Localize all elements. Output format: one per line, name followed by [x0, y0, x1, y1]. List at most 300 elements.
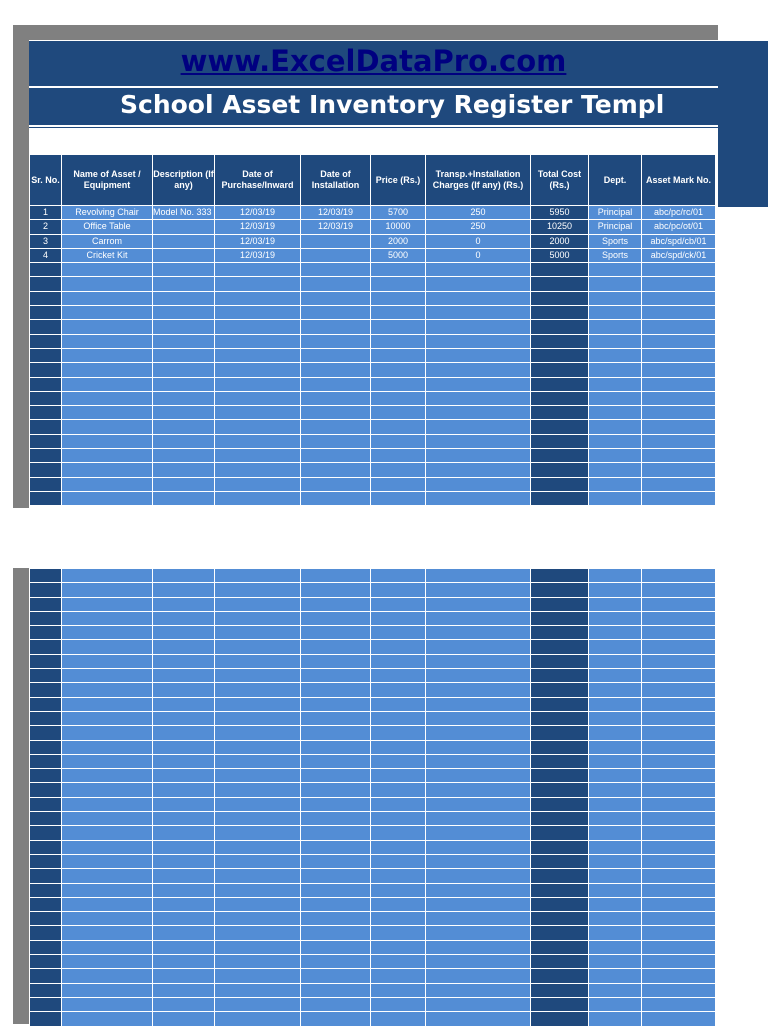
cell-dept[interactable]: [589, 363, 642, 377]
cell-installation-date[interactable]: [301, 955, 371, 969]
cell-total-cost[interactable]: [531, 926, 589, 940]
cell-transport-charges[interactable]: [426, 363, 531, 377]
cell-sr-no[interactable]: [30, 434, 62, 448]
cell-asset-mark[interactable]: [642, 812, 716, 826]
cell-dept[interactable]: [589, 654, 642, 668]
cell-asset-name[interactable]: [62, 883, 153, 897]
cell-installation-date[interactable]: [301, 812, 371, 826]
cell-description[interactable]: [153, 854, 215, 868]
cell-installation-date[interactable]: [301, 883, 371, 897]
cell-asset-name[interactable]: [62, 969, 153, 983]
cell-transport-charges[interactable]: [426, 626, 531, 640]
cell-dept[interactable]: [589, 854, 642, 868]
cell-description[interactable]: [153, 955, 215, 969]
cell-asset-name[interactable]: [62, 277, 153, 291]
cell-asset-name[interactable]: Cricket Kit: [62, 248, 153, 262]
cell-installation-date[interactable]: [301, 926, 371, 940]
cell-description[interactable]: [153, 348, 215, 362]
cell-total-cost[interactable]: [531, 363, 589, 377]
cell-asset-name[interactable]: [62, 334, 153, 348]
cell-sr-no[interactable]: [30, 626, 62, 640]
cell-dept[interactable]: [589, 348, 642, 362]
cell-transport-charges[interactable]: [426, 897, 531, 911]
cell-description[interactable]: [153, 449, 215, 463]
cell-transport-charges[interactable]: [426, 812, 531, 826]
cell-installation-date[interactable]: [301, 697, 371, 711]
cell-total-cost[interactable]: [531, 983, 589, 997]
cell-description[interactable]: [153, 477, 215, 491]
cell-dept[interactable]: [589, 263, 642, 277]
cell-dept[interactable]: [589, 969, 642, 983]
cell-sr-no[interactable]: [30, 491, 62, 505]
cell-asset-mark[interactable]: [642, 754, 716, 768]
cell-asset-mark[interactable]: [642, 955, 716, 969]
cell-asset-mark[interactable]: [642, 306, 716, 320]
cell-price[interactable]: [371, 826, 426, 840]
cell-sr-no[interactable]: [30, 654, 62, 668]
cell-installation-date[interactable]: [301, 669, 371, 683]
cell-installation-date[interactable]: [301, 726, 371, 740]
cell-sr-no[interactable]: [30, 883, 62, 897]
cell-transport-charges[interactable]: [426, 491, 531, 505]
cell-description[interactable]: [153, 840, 215, 854]
cell-asset-name[interactable]: [62, 583, 153, 597]
cell-description[interactable]: [153, 912, 215, 926]
cell-description[interactable]: [153, 363, 215, 377]
cell-transport-charges[interactable]: [426, 854, 531, 868]
cell-purchase-date[interactable]: [215, 854, 301, 868]
cell-price[interactable]: [371, 306, 426, 320]
cell-purchase-date[interactable]: [215, 754, 301, 768]
cell-asset-mark[interactable]: [642, 869, 716, 883]
cell-asset-name[interactable]: [62, 263, 153, 277]
cell-asset-name[interactable]: [62, 348, 153, 362]
cell-price[interactable]: [371, 955, 426, 969]
cell-installation-date[interactable]: [301, 683, 371, 697]
cell-purchase-date[interactable]: [215, 654, 301, 668]
cell-asset-mark[interactable]: [642, 940, 716, 954]
cell-asset-name[interactable]: [62, 611, 153, 625]
cell-sr-no[interactable]: [30, 463, 62, 477]
cell-description[interactable]: [153, 583, 215, 597]
cell-description[interactable]: [153, 463, 215, 477]
cell-total-cost[interactable]: [531, 726, 589, 740]
cell-asset-mark[interactable]: [642, 740, 716, 754]
cell-dept[interactable]: [589, 569, 642, 583]
cell-asset-name[interactable]: [62, 711, 153, 725]
cell-asset-name[interactable]: [62, 654, 153, 668]
cell-dept[interactable]: [589, 406, 642, 420]
cell-asset-name[interactable]: [62, 940, 153, 954]
cell-price[interactable]: [371, 797, 426, 811]
cell-sr-no[interactable]: [30, 940, 62, 954]
cell-transport-charges[interactable]: [426, 391, 531, 405]
cell-transport-charges[interactable]: [426, 783, 531, 797]
cell-sr-no[interactable]: [30, 377, 62, 391]
cell-dept[interactable]: [589, 740, 642, 754]
cell-dept[interactable]: [589, 769, 642, 783]
cell-sr-no[interactable]: [30, 263, 62, 277]
cell-description[interactable]: [153, 320, 215, 334]
cell-installation-date[interactable]: [301, 711, 371, 725]
cell-transport-charges[interactable]: [426, 754, 531, 768]
cell-price[interactable]: [371, 769, 426, 783]
cell-asset-name[interactable]: [62, 754, 153, 768]
cell-transport-charges[interactable]: [426, 654, 531, 668]
cell-total-cost[interactable]: [531, 812, 589, 826]
cell-purchase-date[interactable]: [215, 491, 301, 505]
cell-dept[interactable]: [589, 955, 642, 969]
cell-asset-mark[interactable]: [642, 348, 716, 362]
cell-total-cost[interactable]: [531, 997, 589, 1011]
cell-asset-mark[interactable]: [642, 797, 716, 811]
cell-purchase-date[interactable]: [215, 940, 301, 954]
cell-price[interactable]: [371, 840, 426, 854]
cell-transport-charges[interactable]: [426, 969, 531, 983]
cell-total-cost[interactable]: [531, 583, 589, 597]
cell-total-cost[interactable]: [531, 955, 589, 969]
cell-asset-mark[interactable]: [642, 669, 716, 683]
cell-installation-date[interactable]: [301, 320, 371, 334]
cell-purchase-date[interactable]: [215, 812, 301, 826]
cell-transport-charges[interactable]: [426, 869, 531, 883]
cell-asset-mark[interactable]: [642, 420, 716, 434]
cell-asset-name[interactable]: [62, 897, 153, 911]
cell-asset-name[interactable]: [62, 740, 153, 754]
cell-asset-mark[interactable]: [642, 697, 716, 711]
cell-installation-date[interactable]: 12/03/19: [301, 220, 371, 234]
cell-total-cost[interactable]: [531, 334, 589, 348]
cell-purchase-date[interactable]: [215, 683, 301, 697]
cell-transport-charges[interactable]: [426, 334, 531, 348]
cell-description[interactable]: [153, 997, 215, 1011]
cell-purchase-date[interactable]: [215, 926, 301, 940]
cell-description[interactable]: [153, 434, 215, 448]
cell-asset-name[interactable]: [62, 683, 153, 697]
cell-dept[interactable]: [589, 669, 642, 683]
cell-installation-date[interactable]: [301, 626, 371, 640]
cell-transport-charges[interactable]: [426, 826, 531, 840]
cell-sr-no[interactable]: [30, 306, 62, 320]
cell-installation-date[interactable]: [301, 391, 371, 405]
cell-total-cost[interactable]: [531, 449, 589, 463]
cell-asset-mark[interactable]: [642, 463, 716, 477]
cell-total-cost[interactable]: [531, 597, 589, 611]
cell-asset-name[interactable]: [62, 926, 153, 940]
cell-purchase-date[interactable]: [215, 840, 301, 854]
cell-purchase-date[interactable]: [215, 897, 301, 911]
cell-sr-no[interactable]: [30, 291, 62, 305]
cell-price[interactable]: [371, 597, 426, 611]
cell-dept[interactable]: [589, 320, 642, 334]
cell-installation-date[interactable]: [301, 348, 371, 362]
cell-installation-date[interactable]: [301, 491, 371, 505]
cell-purchase-date[interactable]: 12/03/19: [215, 206, 301, 220]
cell-sr-no[interactable]: [30, 711, 62, 725]
cell-installation-date[interactable]: 12/03/19: [301, 206, 371, 220]
cell-installation-date[interactable]: [301, 740, 371, 754]
cell-purchase-date[interactable]: [215, 869, 301, 883]
cell-transport-charges[interactable]: [426, 277, 531, 291]
cell-asset-mark[interactable]: [642, 434, 716, 448]
cell-total-cost[interactable]: [531, 711, 589, 725]
cell-installation-date[interactable]: [301, 654, 371, 668]
cell-total-cost[interactable]: [531, 491, 589, 505]
cell-asset-name[interactable]: [62, 291, 153, 305]
cell-dept[interactable]: [589, 926, 642, 940]
cell-price[interactable]: [371, 726, 426, 740]
cell-asset-mark[interactable]: [642, 683, 716, 697]
cell-dept[interactable]: [589, 597, 642, 611]
cell-dept[interactable]: [589, 463, 642, 477]
cell-price[interactable]: [371, 812, 426, 826]
cell-sr-no[interactable]: 3: [30, 234, 62, 248]
cell-description[interactable]: [153, 277, 215, 291]
cell-total-cost[interactable]: [531, 406, 589, 420]
cell-price[interactable]: [371, 969, 426, 983]
cell-sr-no[interactable]: [30, 334, 62, 348]
cell-sr-no[interactable]: [30, 583, 62, 597]
cell-asset-name[interactable]: [62, 669, 153, 683]
cell-transport-charges[interactable]: [426, 449, 531, 463]
cell-installation-date[interactable]: [301, 983, 371, 997]
cell-description[interactable]: [153, 420, 215, 434]
cell-dept[interactable]: [589, 754, 642, 768]
cell-installation-date[interactable]: [301, 406, 371, 420]
cell-asset-name[interactable]: Office Table: [62, 220, 153, 234]
cell-total-cost[interactable]: [531, 740, 589, 754]
cell-total-cost[interactable]: [531, 420, 589, 434]
cell-price[interactable]: [371, 434, 426, 448]
cell-asset-mark[interactable]: [642, 406, 716, 420]
cell-price[interactable]: [371, 569, 426, 583]
cell-purchase-date[interactable]: [215, 406, 301, 420]
cell-description[interactable]: [153, 626, 215, 640]
cell-transport-charges[interactable]: [426, 377, 531, 391]
cell-dept[interactable]: [589, 869, 642, 883]
cell-description[interactable]: [153, 740, 215, 754]
cell-price[interactable]: [371, 491, 426, 505]
cell-installation-date[interactable]: [301, 420, 371, 434]
cell-sr-no[interactable]: [30, 611, 62, 625]
cell-sr-no[interactable]: [30, 797, 62, 811]
cell-sr-no[interactable]: [30, 897, 62, 911]
cell-asset-mark[interactable]: [642, 626, 716, 640]
cell-purchase-date[interactable]: [215, 626, 301, 640]
cell-asset-name[interactable]: [62, 955, 153, 969]
cell-price[interactable]: [371, 854, 426, 868]
cell-transport-charges[interactable]: [426, 926, 531, 940]
cell-dept[interactable]: [589, 583, 642, 597]
cell-asset-name[interactable]: [62, 449, 153, 463]
cell-purchase-date[interactable]: [215, 769, 301, 783]
cell-sr-no[interactable]: [30, 812, 62, 826]
cell-installation-date[interactable]: [301, 277, 371, 291]
cell-dept[interactable]: Sports: [589, 234, 642, 248]
cell-price[interactable]: [371, 940, 426, 954]
cell-description[interactable]: [153, 611, 215, 625]
cell-purchase-date[interactable]: 12/03/19: [215, 248, 301, 262]
cell-transport-charges[interactable]: [426, 569, 531, 583]
cell-installation-date[interactable]: [301, 569, 371, 583]
cell-purchase-date[interactable]: [215, 797, 301, 811]
cell-purchase-date[interactable]: [215, 697, 301, 711]
cell-price[interactable]: [371, 711, 426, 725]
cell-asset-name[interactable]: [62, 826, 153, 840]
cell-sr-no[interactable]: [30, 826, 62, 840]
cell-asset-name[interactable]: [62, 869, 153, 883]
cell-purchase-date[interactable]: [215, 997, 301, 1011]
cell-asset-name[interactable]: [62, 640, 153, 654]
cell-transport-charges[interactable]: [426, 740, 531, 754]
cell-description[interactable]: [153, 969, 215, 983]
cell-price[interactable]: [371, 697, 426, 711]
cell-description[interactable]: [153, 597, 215, 611]
cell-installation-date[interactable]: [301, 334, 371, 348]
cell-asset-mark[interactable]: [642, 926, 716, 940]
cell-transport-charges[interactable]: [426, 348, 531, 362]
cell-total-cost[interactable]: [531, 912, 589, 926]
cell-total-cost[interactable]: [531, 840, 589, 854]
cell-description[interactable]: [153, 640, 215, 654]
cell-asset-name[interactable]: [62, 320, 153, 334]
cell-transport-charges[interactable]: [426, 640, 531, 654]
cell-sr-no[interactable]: [30, 669, 62, 683]
cell-purchase-date[interactable]: [215, 434, 301, 448]
cell-price[interactable]: [371, 997, 426, 1011]
cell-transport-charges[interactable]: [426, 883, 531, 897]
cell-sr-no[interactable]: [30, 320, 62, 334]
cell-total-cost[interactable]: [531, 797, 589, 811]
cell-total-cost[interactable]: [531, 869, 589, 883]
cell-purchase-date[interactable]: [215, 726, 301, 740]
cell-dept[interactable]: Principal: [589, 220, 642, 234]
cell-purchase-date[interactable]: [215, 263, 301, 277]
cell-total-cost[interactable]: [531, 683, 589, 697]
cell-asset-name[interactable]: [62, 420, 153, 434]
cell-sr-no[interactable]: [30, 420, 62, 434]
cell-price[interactable]: [371, 420, 426, 434]
cell-asset-mark[interactable]: [642, 569, 716, 583]
cell-sr-no[interactable]: [30, 869, 62, 883]
cell-installation-date[interactable]: [301, 583, 371, 597]
cell-purchase-date[interactable]: [215, 477, 301, 491]
cell-total-cost[interactable]: [531, 377, 589, 391]
cell-asset-name[interactable]: Carrom: [62, 234, 153, 248]
cell-asset-name[interactable]: [62, 797, 153, 811]
cell-total-cost[interactable]: [531, 769, 589, 783]
cell-installation-date[interactable]: [301, 912, 371, 926]
cell-dept[interactable]: Sports: [589, 248, 642, 262]
cell-sr-no[interactable]: [30, 926, 62, 940]
cell-description[interactable]: [153, 683, 215, 697]
cell-description[interactable]: Model No. 333: [153, 206, 215, 220]
cell-price[interactable]: [371, 926, 426, 940]
cell-installation-date[interactable]: [301, 611, 371, 625]
cell-transport-charges[interactable]: [426, 597, 531, 611]
cell-purchase-date[interactable]: [215, 669, 301, 683]
cell-asset-name[interactable]: [62, 854, 153, 868]
cell-description[interactable]: [153, 769, 215, 783]
cell-transport-charges[interactable]: [426, 683, 531, 697]
cell-dept[interactable]: [589, 277, 642, 291]
cell-purchase-date[interactable]: [215, 463, 301, 477]
cell-asset-mark[interactable]: [642, 711, 716, 725]
cell-installation-date[interactable]: [301, 449, 371, 463]
cell-dept[interactable]: [589, 940, 642, 954]
cell-sr-no[interactable]: [30, 597, 62, 611]
cell-installation-date[interactable]: [301, 969, 371, 983]
cell-dept[interactable]: [589, 983, 642, 997]
cell-purchase-date[interactable]: 12/03/19: [215, 234, 301, 248]
cell-total-cost[interactable]: [531, 291, 589, 305]
cell-dept[interactable]: [589, 683, 642, 697]
cell-purchase-date[interactable]: [215, 883, 301, 897]
cell-total-cost[interactable]: [531, 463, 589, 477]
cell-dept[interactable]: [589, 912, 642, 926]
cell-installation-date[interactable]: [301, 597, 371, 611]
cell-dept[interactable]: [589, 334, 642, 348]
cell-description[interactable]: [153, 569, 215, 583]
cell-asset-name[interactable]: [62, 477, 153, 491]
cell-dept[interactable]: [589, 420, 642, 434]
cell-sr-no[interactable]: [30, 391, 62, 405]
cell-sr-no[interactable]: [30, 277, 62, 291]
cell-asset-mark[interactable]: [642, 363, 716, 377]
cell-dept[interactable]: Principal: [589, 206, 642, 220]
cell-asset-mark[interactable]: [642, 983, 716, 997]
cell-price[interactable]: [371, 654, 426, 668]
cell-sr-no[interactable]: [30, 640, 62, 654]
cell-sr-no[interactable]: [30, 983, 62, 997]
cell-purchase-date[interactable]: [215, 306, 301, 320]
cell-asset-name[interactable]: [62, 697, 153, 711]
cell-description[interactable]: [153, 940, 215, 954]
cell-dept[interactable]: [589, 812, 642, 826]
cell-sr-no[interactable]: 1: [30, 206, 62, 220]
cell-asset-mark[interactable]: [642, 769, 716, 783]
cell-asset-name[interactable]: Revolving Chair: [62, 206, 153, 220]
cell-purchase-date[interactable]: [215, 391, 301, 405]
cell-sr-no[interactable]: [30, 683, 62, 697]
cell-sr-no[interactable]: [30, 769, 62, 783]
cell-asset-name[interactable]: [62, 306, 153, 320]
cell-total-cost[interactable]: [531, 434, 589, 448]
cell-dept[interactable]: [589, 391, 642, 405]
cell-transport-charges[interactable]: [426, 320, 531, 334]
cell-asset-name[interactable]: [62, 491, 153, 505]
cell-asset-name[interactable]: [62, 363, 153, 377]
cell-description[interactable]: [153, 726, 215, 740]
cell-price[interactable]: [371, 883, 426, 897]
cell-description[interactable]: [153, 248, 215, 262]
cell-dept[interactable]: [589, 626, 642, 640]
cell-sr-no[interactable]: [30, 840, 62, 854]
cell-price[interactable]: [371, 983, 426, 997]
cell-description[interactable]: [153, 869, 215, 883]
cell-asset-mark[interactable]: [642, 783, 716, 797]
cell-total-cost[interactable]: [531, 826, 589, 840]
site-url-link[interactable]: www.ExcelDataPro.com: [180, 44, 567, 78]
cell-asset-mark[interactable]: [642, 997, 716, 1011]
cell-price[interactable]: [371, 348, 426, 362]
cell-description[interactable]: [153, 697, 215, 711]
cell-purchase-date[interactable]: [215, 969, 301, 983]
cell-installation-date[interactable]: [301, 769, 371, 783]
cell-installation-date[interactable]: [301, 783, 371, 797]
cell-sr-no[interactable]: [30, 726, 62, 740]
cell-description[interactable]: [153, 812, 215, 826]
